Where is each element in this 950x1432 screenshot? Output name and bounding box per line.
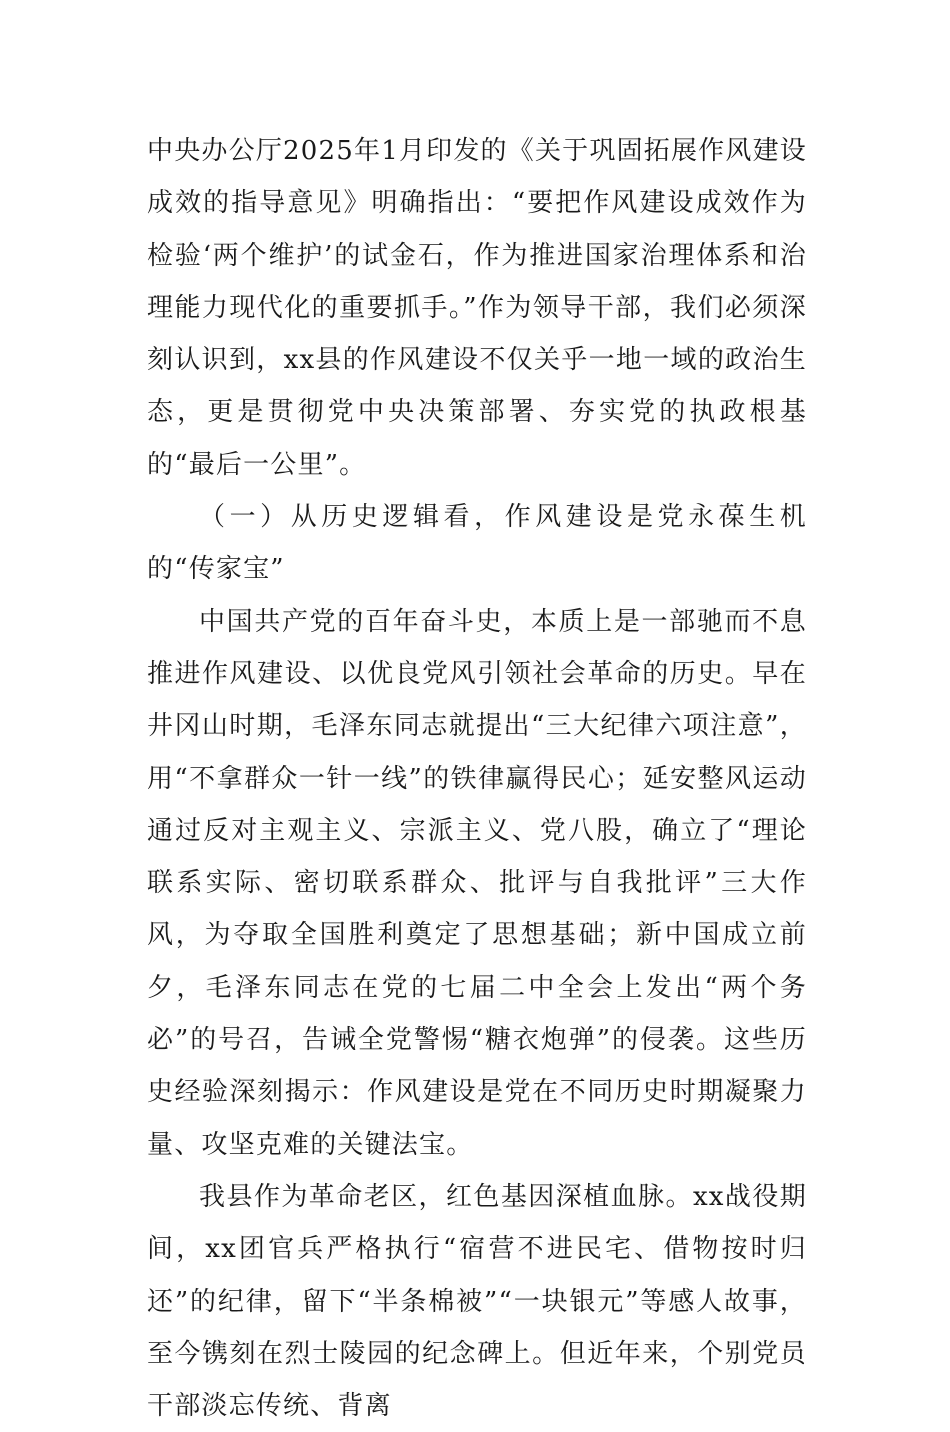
paragraph-intro: 中央办公厅2025年1月印发的《关于巩固拓展作风建设成效的指导意见》明确指出：“要把作风建设成效作为检验‘两个维护’的试金石，作为推进国家治理体系和治理能力现代化的重要抓手。”作为领导干部，我们必须深刻认识到，xx县的作风建设不仅关乎一地一域的政治生态，更是贯彻党中央决策部署、夯实党的执政根基的“最后一公里”。 — [147, 136, 807, 480]
paragraph-county: 我县作为革命老区，红色基因深植血脉。xx战役期间，xx团官兵严格执行“宿营不进民宅、借物按时归还”的纪律，留下“半条棉被”“一块银元”等感人故事，至今镌刻在烈士陵园的纪念碑上。但近年来，个别党员干部淡忘传统、背离 — [147, 1181, 807, 1422]
section-heading: （一）从历史逻辑看，作风建设是党永葆生机的“传家宝” — [147, 502, 807, 585]
document-body — [147, 125, 807, 1432]
paragraph-history: 中国共产党的百年奋斗史，本质上是一部驰而不息推进作风建设、以优良党风引领社会革命的历史。早在井冈山时期，毛泽东同志就提出“三大纪律六项注意”，用“不拿群众一针一线”的铁律赢得民心；延安整风运动通过反对主观主义、宗派主义、党八股，确立了“理论联系实际、密切联系群众、批评与自我批评”三大作风，为夺取全国胜利奠定了思想基础；新中国成立前夕，毛泽东同志在党的七届二中全会上发出“两个务必”的号召，告诫全党警惕“糖衣炮弹”的侵袭。这些历史经验深刻揭示：作风建设是党在不同历史时期凝聚力量、攻坚克难的关键法宝。 — [147, 606, 807, 1160]
